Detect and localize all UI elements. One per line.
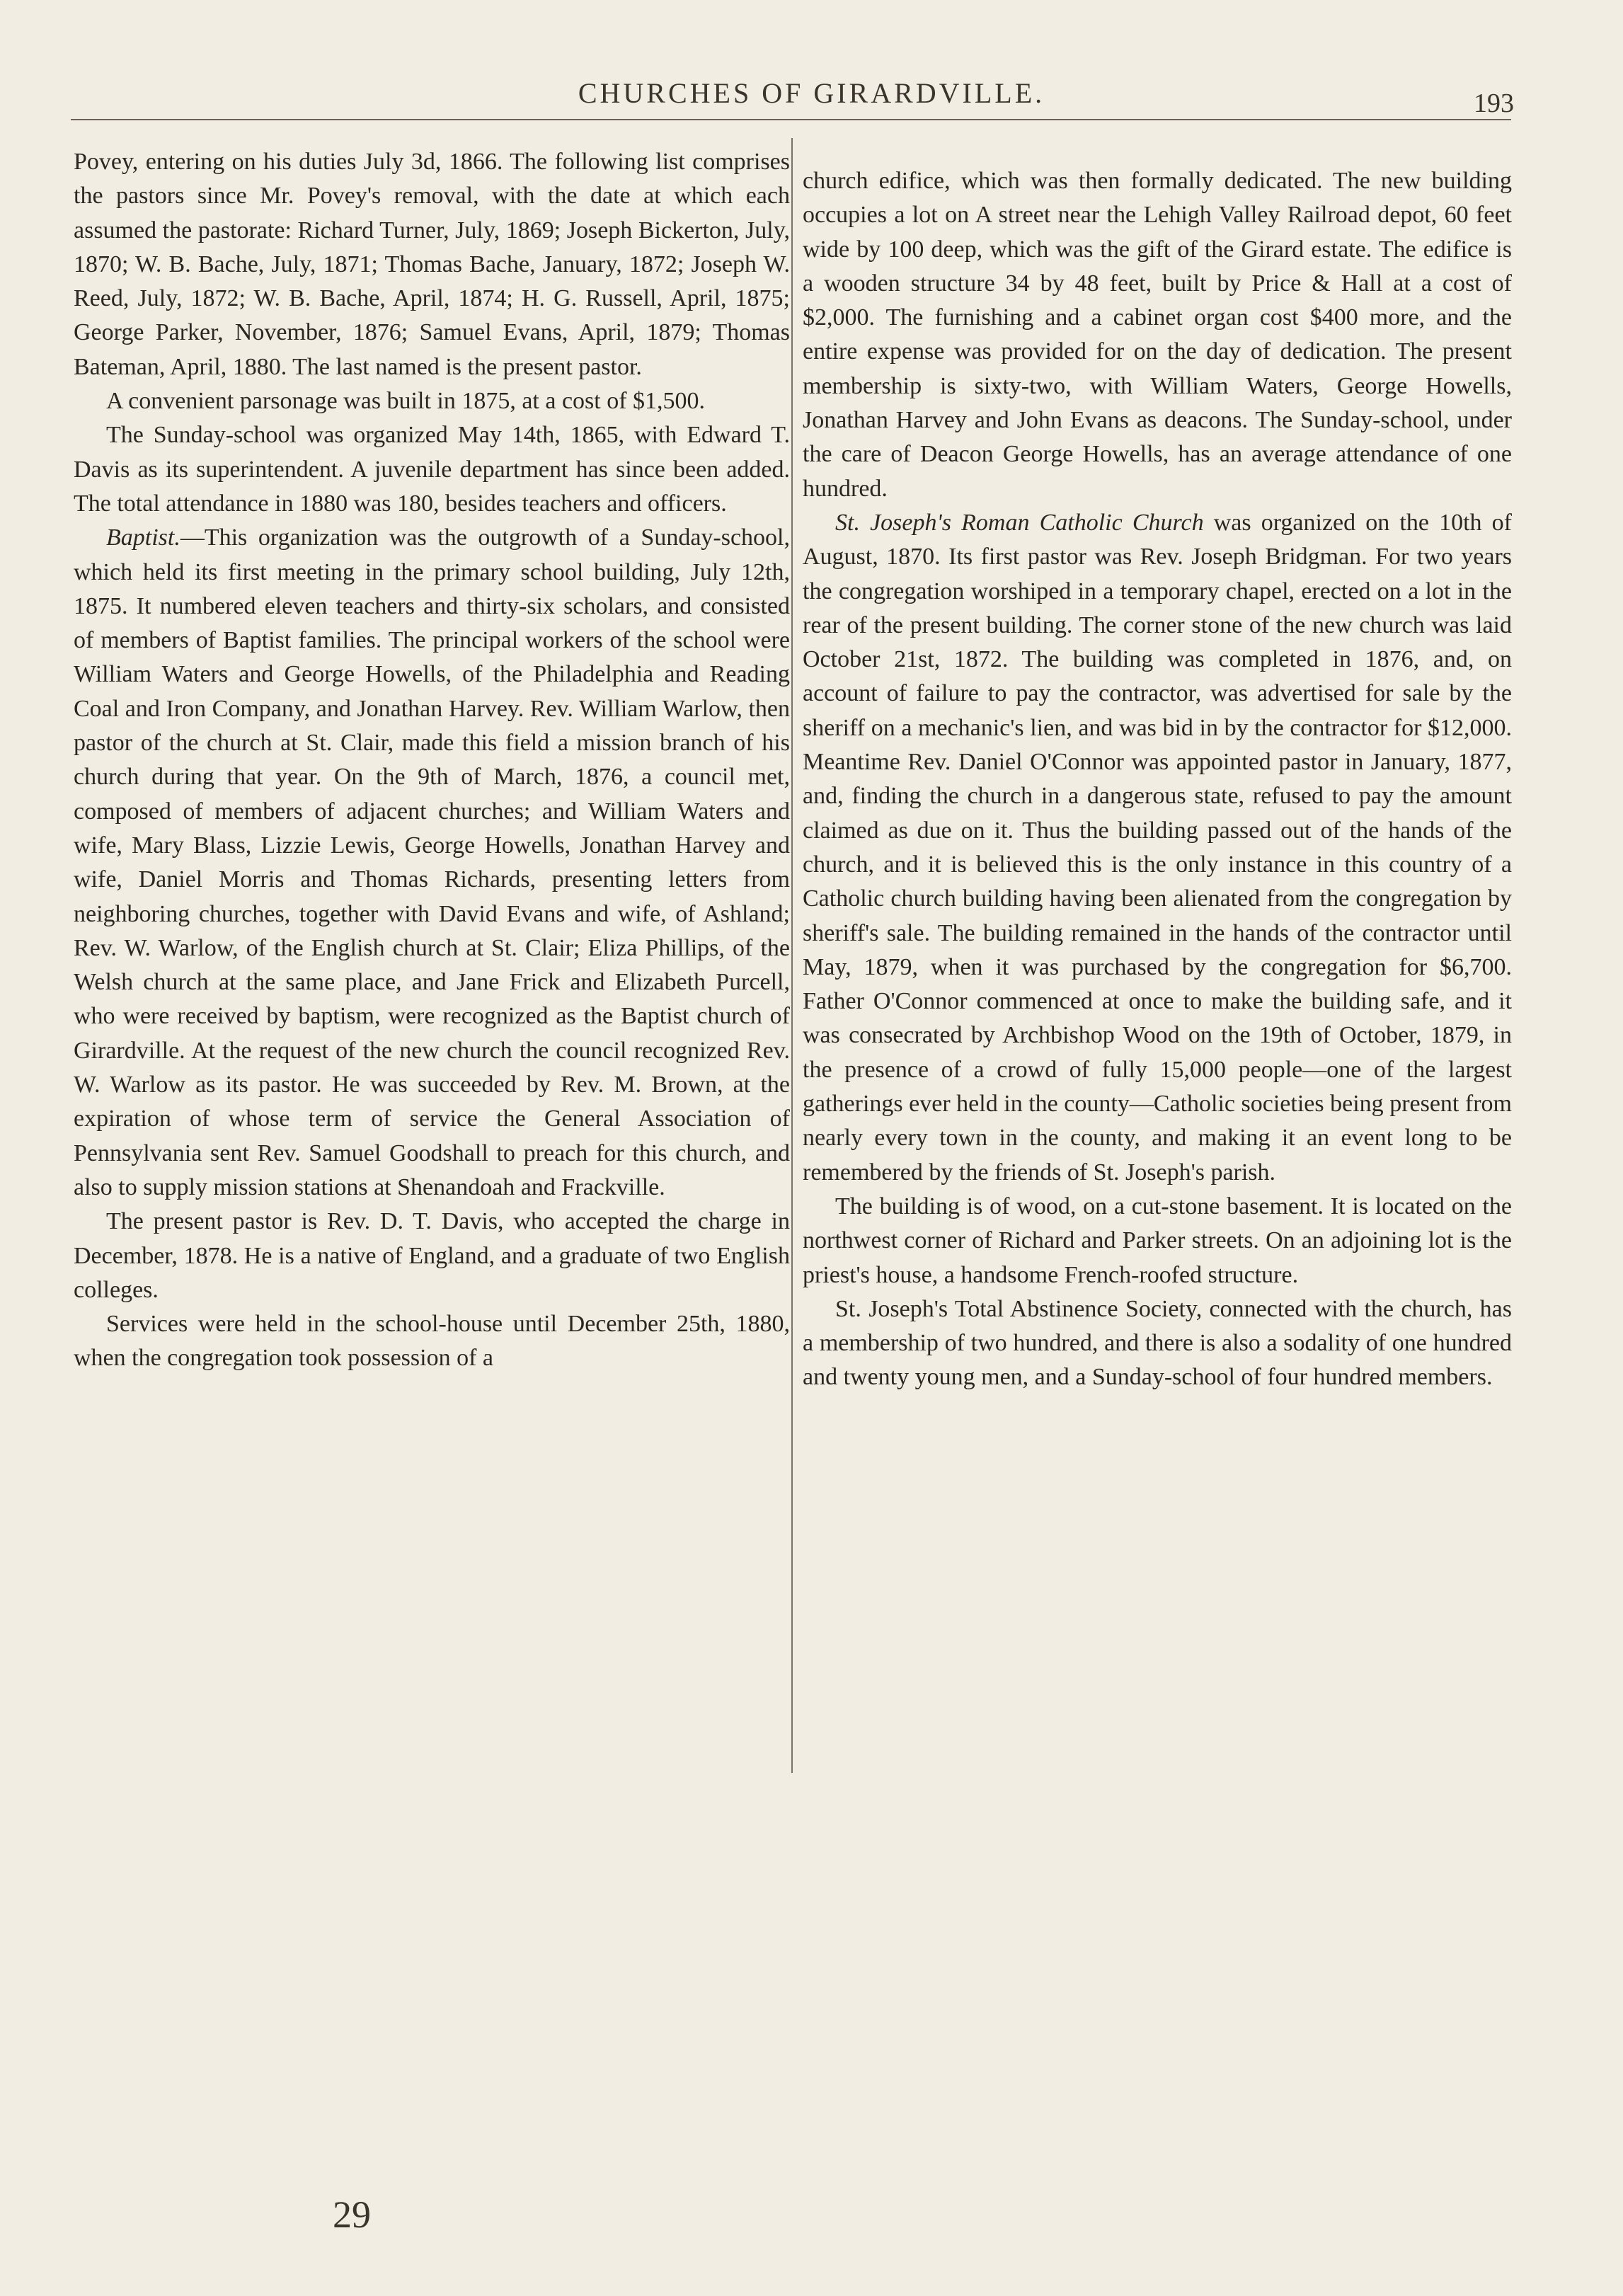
paragraph-st-josephs: [803, 506, 1512, 1190]
paragraph: The present pastor is Rev. D. T. Davis, who accepted the charge in December, 1878. He is a native of England, and a graduate of two English colleges.: [74, 1208, 790, 1303]
running-head: CHURCHES OF GIRARDVILLE.: [578, 77, 1045, 109]
paragraph-baptist: [74, 521, 790, 1205]
paragraph: Povey, entering on his duties July 3d, 1866. The following list comprises the pastors since Mr. Povey's removal, with the date at which each assumed the pastorate: Richard Turner, July, 1869; Joseph Bickerton, July, 1870; W. B. Bache, July, 1871; Thomas Bache, January, 1872; Joseph W. Reed, July, 1872; W. B. Bache, April, 1874; H. G. Russell, April, 1875; George Parker, November, 1876; Samuel Evans, April, 1879; Thomas Bateman, April, 1880. The last named is the present pastor.: [74, 149, 790, 380]
page-number: 193: [1474, 88, 1514, 118]
paragraph: Services were held in the school-house until December 25th, 1880, when the congregation took possession of a: [74, 1311, 790, 1372]
left-column: [74, 145, 790, 1376]
paragraph-text: was organized on the 10th of August, 1870. Its first pastor was Rev. Joseph Bridgman. For two years the congregation worshiped in a temporary chapel, erected on a lot in the rear of the present building. The corner stone of the new church was laid October 21st, 1872. The building was completed in 1876, and, on account of failure to pay the contractor, was advertised for sale by the sheriff on a mechanic's lien, and was bid in by the contractor for $12,000. Meantime Rev. Daniel O'Connor was appointed pastor in January, 1877, and, finding the church in a dangerous state, refused to pay the amount claimed as due on it. Thus the building passed out of the hands of the church, and it is believed this is the only instance in this country of a Catholic church building having been alienated from the congregation by sheriff's sale. The building remained in the hands of the contractor until May, 1879, when it was purchased by the congregation for $6,700. Father O'Connor commenced at once to make the building safe, and it was consecrated by Archbishop Wood on the 19th of October, 1879, in the presence of a crowd of fully 15,000 people—one of the largest gatherings ever held in the county—Catholic societies being present from nearly every town in the county, and making it an event long to be remembered by the friends of St. Joseph's parish.: [803, 509, 1513, 1186]
paragraph: St. Joseph's Total Abstinence Society, connected with the church, has a membership of two hundred, and there is also a sodality of one hundred and twenty young men, and a Sunday-school of four hundred members.: [803, 1295, 1512, 1391]
paragraph-text: —This organization was the outgrowth of a Sunday-school, which held its first meeting in the primary school building, July 12th, 1875. It numbered eleven teachers and thirty-six scholars, and consisted of members of Baptist families. The principal workers of the school were William Waters and George Howells, of the Philadelphia and Reading Coal and Iron Company, and Jonathan Harvey. Rev. William Warlow, then pastor of the church at St. Clair, made this field a mission branch of his church during that year. On the 9th of March, 1876, a council met, composed of members of adjacent churches; and William Waters and wife, Mary Blass, Lizzie Lewis, George Howells, Jonathan Harvey and wife, Daniel Morris and Thomas Richards, presenting letters from neighboring churches, together with David Evans and wife, of Ashland; Rev. W. Warlow, of the English church at St. Clair; Eliza Phillips, of the Welsh church at the same place, and Jane Frick and Elizabeth Purcell, who were received by baptism, were recognized as the Baptist church of Girardville. At the request of the new church the council recognized Rev. W. Warlow as its pastor. He was succeeded by Rev. M. Brown, at the expiration of whose term of service the General Association of Pennsylvania sent Rev. Samuel Goodshall to preach for this church, and also to supply mission stations at Shenandoah and Frackville.: [74, 524, 790, 1200]
header-rule: [71, 119, 1511, 120]
paragraph: The building is of wood, on a cut-stone basement. It is located on the northwest corner of Richard and Parker streets. On an adjoining lot is the priest's house, a handsome French-roofed structure.: [803, 1193, 1512, 1288]
paragraph: A convenient parsonage was built in 1875, at a cost of $1,500.: [106, 388, 706, 415]
paragraph: The Sunday-school was organized May 14th, 1865, with Edward T. Davis as its superintendent. A juvenile department has since been added. The total attendance in 1880 was 180, besides teachers and officers.: [74, 422, 790, 517]
paragraph: church edifice, which was then formally dedicated. The new building occupies a lot on A street near the Lehigh Valley Railroad depot, 60 feet wide by 100 deep, which was the gift of the Girard estate. The edifice is a wooden structure 34 by 48 feet, built by Price & Hall at a cost of $2,000. The furnishing and a cabinet organ cost $400 more, and the entire expense was provided for on the day of dedication. The present membership is sixty-two, with William Waters, George Howells, Jonathan Harvey and John Evans as deacons. The Sunday-school, under the care of Deacon George Howells, has an average attendance of one hundred.: [803, 168, 1512, 502]
signature-mark: 29: [333, 2193, 371, 2236]
section-heading-baptist: Baptist.: [106, 524, 180, 551]
column-divider: [791, 138, 793, 1773]
section-heading-st-josephs: St. Joseph's Roman Catholic Church: [835, 509, 1204, 536]
right-column: [803, 164, 1512, 1395]
